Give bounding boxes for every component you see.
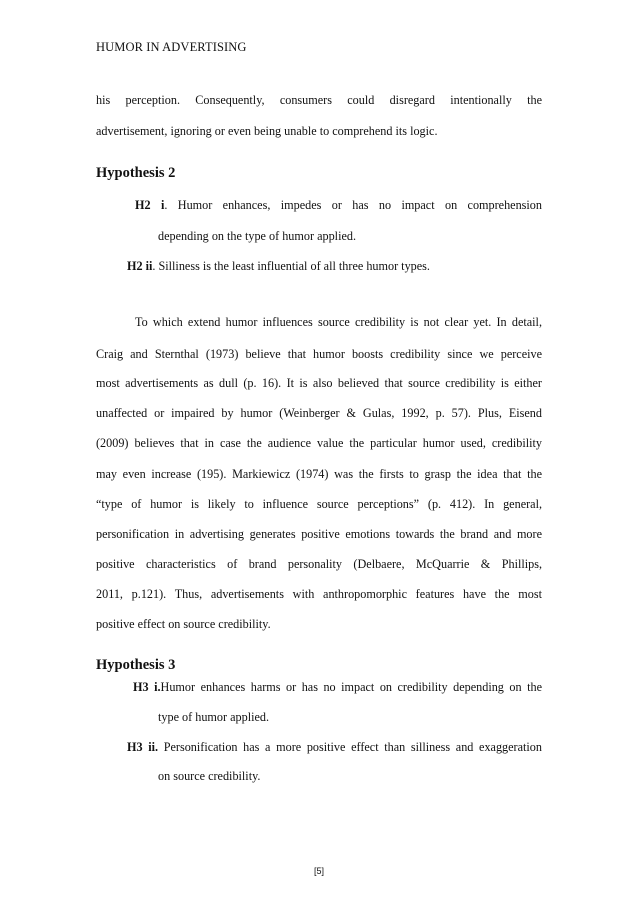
h2-i-line-1 [135, 198, 542, 213]
intro-line-2: advertisement, ignoring or even being unable to comprehend its logic. [96, 124, 438, 138]
body-line-2: Craig and Sternthal (1973) believe that humor boosts credibility since we perceive [96, 347, 542, 361]
h2-i-text: . Humor enhances, impedes or has no impact on comprehension [164, 198, 542, 212]
body-line-9: positive characteristics of brand personality (Delbaere, McQuarrie & Phillips, [96, 557, 542, 571]
h3-ii-line-1 [127, 740, 542, 755]
body-line-3: most advertisements as dull (p. 16). It is also believed that source credibility is either [96, 376, 542, 390]
h2-ii-label: H2 ii [127, 259, 153, 273]
intro-line-1: his perception. Consequently, consumers could disregard intentionally the [96, 93, 542, 107]
h2-ii-line [127, 259, 542, 274]
body-line-11: positive effect on source credibility. [96, 617, 271, 631]
body-line-7: “type of humor is likely to influence source perceptions” (p. 412). In general, [96, 497, 542, 511]
page-number: [5] [313, 866, 324, 876]
h3-i-line-2: type of humor applied. [158, 710, 270, 724]
h3-i-line-1 [133, 680, 542, 695]
h2-i-label: H2 i [135, 198, 165, 212]
body-line-5: (2009) believes that in case the audience value the particular humor used, credibility [96, 436, 542, 450]
hypothesis-3-heading: Hypothesis 3 [96, 657, 176, 673]
h2-ii-text: . Silliness is the least influential of all three humor types. [152, 259, 430, 273]
body-line-1: To which extend humor influences source credibility is not clear yet. In detail, [135, 315, 542, 329]
h3-ii-text: Personification has a more positive effect than silliness and exaggeration [158, 740, 542, 754]
running-header: HUMOR IN ADVERTISING [96, 40, 247, 54]
body-line-4: unaffected or impaired by humor (Weinberger & Gulas, 1992, p. 57). Plus, Eisend [96, 406, 542, 420]
h3-ii-line-2: on source credibility. [158, 769, 261, 783]
h3-i-label: H3 i. [133, 680, 161, 694]
h3-ii-label: H3 ii. [127, 740, 159, 754]
body-line-8: personification in advertising generates positive emotions towards the brand and more [96, 527, 542, 541]
hypothesis-2-heading: Hypothesis 2 [96, 165, 176, 181]
h2-i-line-2: depending on the type of humor applied. [158, 229, 356, 243]
body-line-10: 2011, p.121). Thus, advertisements with anthropomorphic features have the most [96, 587, 542, 601]
body-line-6: may even increase (195). Markiewicz (1974) was the firsts to grasp the idea that the [96, 467, 542, 481]
h3-i-text: Humor enhances harms or has no impact on credibility depending on the [160, 680, 542, 694]
